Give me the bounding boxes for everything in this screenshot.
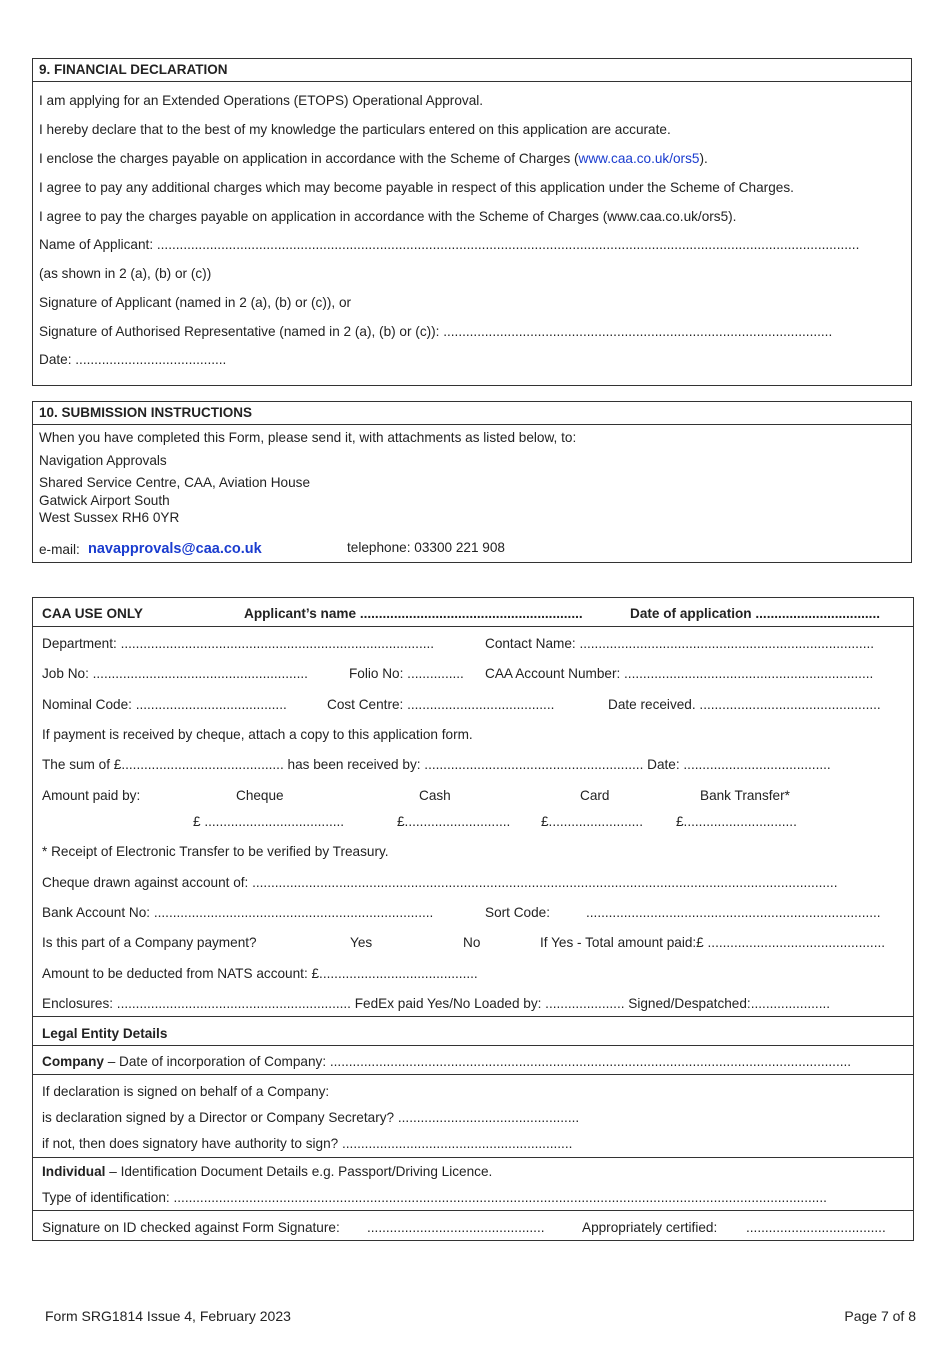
company-payment-label: Is this part of a Company payment? — [42, 935, 257, 950]
address-line-3: Gatwick Airport South — [39, 493, 170, 508]
applicant-name-field[interactable]: Applicant’s name ........................................................... — [244, 606, 583, 621]
individual-id-text: – Identification Document Details e.g. Passport/Driving Licence. — [105, 1164, 493, 1179]
date-of-application-field[interactable]: Date of application ................................. — [630, 606, 881, 621]
telephone-number: telephone: 03300 221 908 — [347, 540, 505, 555]
cash-option[interactable]: Cash — [419, 788, 451, 803]
certified-label: Appropriately certified: — [582, 1220, 718, 1235]
address-line-1: Navigation Approvals — [39, 453, 167, 468]
cheque-option[interactable]: Cheque — [236, 788, 284, 803]
contact-name-field[interactable]: Contact Name: .............................................................................. — [485, 636, 875, 651]
company-payment-yes[interactable]: Yes — [350, 935, 373, 950]
divider — [33, 626, 913, 627]
address-line-2: Shared Service Centre, CAA, Aviation House — [39, 475, 311, 490]
representative-signature-field[interactable]: Signature of Authorised Representative (named in 2 (a), (b) or (c)): ....................................................................................................... — [39, 324, 833, 339]
receipt-note: * Receipt of Electronic Transfer to be verified by Treasury. — [42, 844, 389, 859]
folio-no-field[interactable]: Folio No: ............... — [349, 666, 464, 681]
email-link[interactable]: navapprovals@caa.co.uk — [88, 541, 262, 557]
legal-entity-heading: Legal Entity Details — [42, 1026, 168, 1041]
charges-enclosed-text: I enclose the charges payable on application in accordance with the Scheme of Charges ( — [39, 151, 579, 166]
submission-intro: When you have completed this Form, please send it, with attachments as listed below, to: — [39, 430, 577, 445]
form-reference: Form SRG1814 Issue 4, February 2023 — [45, 1308, 291, 1324]
divider — [33, 1074, 913, 1075]
company-incorporation-text: – Date of incorporation of Company: .......................................................................................................................................... — [103, 1054, 852, 1069]
individual-label: Individual — [42, 1164, 106, 1179]
etops-statement: I am applying for an Extended Operations (ETOPS) Operational Approval. — [39, 93, 484, 108]
financial-declaration-section — [32, 58, 912, 386]
divider — [33, 1045, 913, 1046]
caa-account-number-field[interactable]: CAA Account Number: .................................................................. — [485, 666, 874, 681]
applicant-signature-label: Signature of Applicant (named in 2 (a), (b) or (c)), or — [39, 295, 352, 310]
cost-centre-field[interactable]: Cost Centre: ....................................... — [327, 697, 555, 712]
bank-transfer-option[interactable]: Bank Transfer* — [700, 788, 790, 803]
card-amount-field[interactable]: £......................... — [541, 814, 643, 829]
divider — [33, 1157, 913, 1158]
certified-field[interactable]: ..................................... — [746, 1220, 886, 1235]
nominal-code-field[interactable]: Nominal Code: ........................................ — [42, 697, 287, 712]
section-10-title: 10. SUBMISSION INSTRUCTIONS — [33, 402, 911, 425]
bank-transfer-amount-field[interactable]: £.............................. — [676, 814, 797, 829]
total-amount-paid-field[interactable]: If Yes - Total amount paid:£ ............................................... — [540, 935, 886, 950]
declaration-company-label: If declaration is signed on behalf of a Company: — [42, 1084, 330, 1099]
signature-checked-label: Signature on ID checked against Form Signature: — [42, 1220, 340, 1235]
type-of-identification-field[interactable]: Type of identification: ............................................................................................................................................................................. — [42, 1190, 827, 1205]
date-field[interactable]: Date: ........................................ — [39, 352, 227, 367]
section-9-title: 9. FINANCIAL DECLARATION — [33, 59, 911, 82]
cheque-drawn-field[interactable]: Cheque drawn against account of: ........................................................................................................................................................... — [42, 875, 838, 890]
divider — [33, 1210, 913, 1211]
divider — [33, 1016, 913, 1017]
caa-use-only-title: CAA USE ONLY — [42, 606, 143, 621]
company-label: Company — [42, 1054, 104, 1069]
card-option[interactable]: Card — [580, 788, 610, 803]
sort-code-field[interactable]: .............................................................................. — [586, 905, 881, 920]
amount-paid-by-label: Amount paid by: — [42, 788, 141, 803]
sort-code-label: Sort Code: — [485, 905, 550, 920]
name-of-applicant-field[interactable]: Name of Applicant: .......................................................................................................................................................................................... — [39, 237, 860, 252]
job-no-field[interactable]: Job No: ......................................................... — [42, 666, 308, 681]
scheme-of-charges-link[interactable]: www.caa.co.uk/ors5 — [578, 151, 700, 166]
bank-account-field[interactable]: Bank Account No: .......................................................................... — [42, 905, 434, 920]
signature-checked-field[interactable]: ............................................... — [367, 1220, 545, 1235]
accuracy-declaration: I hereby declare that to the best of my knowledge the particulars entered on this application are accurate. — [39, 122, 671, 137]
cheque-note: If payment is received by cheque, attach a copy to this application form. — [42, 727, 473, 742]
signatory-authority-field[interactable]: if not, then does signatory have authority to sign? ............................................................. — [42, 1136, 573, 1151]
director-signature-field[interactable]: is declaration signed by a Director or Company Secretary? ................................................ — [42, 1110, 580, 1125]
department-field[interactable]: Department: ................................................................................... — [42, 636, 435, 651]
additional-charges: I agree to pay any additional charges which may become payable in respect of this application under the Scheme of Charges. — [39, 180, 794, 195]
company-payment-no[interactable]: No — [463, 935, 481, 950]
email-label: e-mail: — [39, 542, 80, 557]
sum-received-field[interactable]: The sum of £........................................... has been received by: .......................................................... Date: ....................................... — [42, 757, 831, 772]
company-incorporation-field[interactable] — [42, 1054, 851, 1069]
charges-enclosed-end: ). — [699, 151, 708, 166]
pay-charges: I agree to pay the charges payable on application in accordance with the Scheme of Charges (www.caa.co.uk/ors5). — [39, 209, 737, 224]
date-received-field[interactable]: Date received. ................................................ — [608, 697, 881, 712]
address-line-4: West Sussex RH6 0YR — [39, 510, 180, 525]
charges-enclosed — [39, 151, 708, 166]
as-shown-note: (as shown in 2 (a), (b) or (c)) — [39, 266, 212, 281]
page-number: Page 7 of 8 — [844, 1308, 916, 1324]
caa-use-only-section — [32, 597, 914, 1241]
submission-instructions-section — [32, 401, 912, 563]
cash-amount-field[interactable]: £............................ — [397, 814, 511, 829]
cheque-amount-field[interactable]: £ ..................................... — [193, 814, 345, 829]
individual-id-label — [42, 1164, 492, 1179]
nats-deduction-field[interactable]: Amount to be deducted from NATS account: £.......................................... — [42, 966, 478, 981]
enclosures-field[interactable]: Enclosures: .............................................................. FedEx paid Yes/No Loaded by: ..................... Signed/Despatched:..................... — [42, 996, 831, 1011]
